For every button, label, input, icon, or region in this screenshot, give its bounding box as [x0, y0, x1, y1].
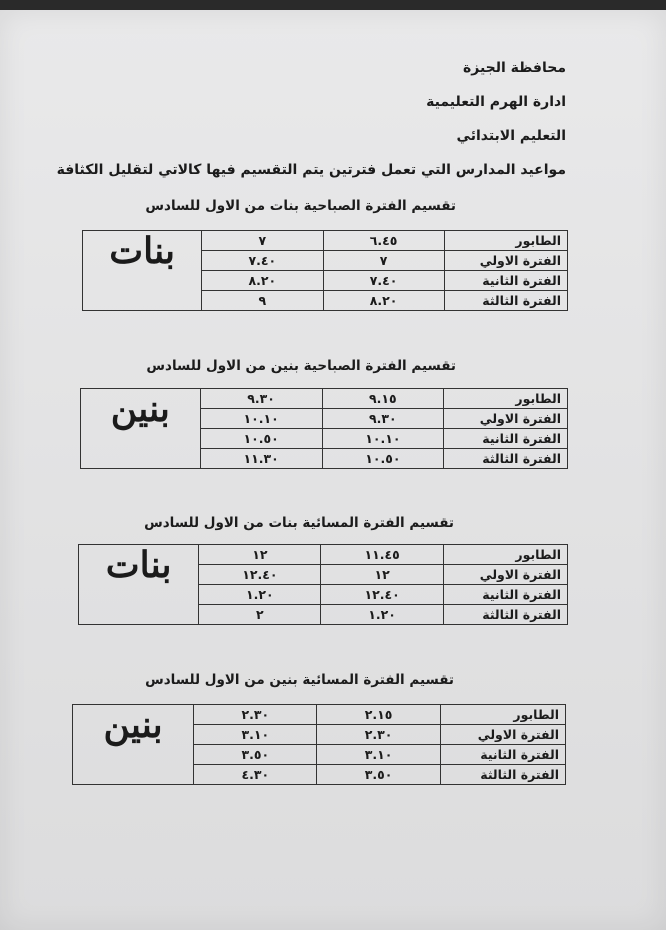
start-time-cell: ٨.٢٠	[323, 291, 444, 311]
period-cell: الفترة الاولي	[444, 409, 568, 429]
table-row	[73, 705, 566, 725]
start-time-cell: ٧.٤٠	[323, 271, 444, 291]
start-time-cell: ٦.٤٥	[323, 231, 444, 251]
end-time-cell: ٢	[199, 605, 321, 625]
document-page	[0, 10, 666, 930]
start-time-cell: ٢.٣٠	[317, 725, 440, 745]
period-cell: الفترة الثالثة	[444, 449, 568, 469]
start-time-cell: ٣.١٠	[317, 745, 440, 765]
end-time-cell: ٧	[202, 231, 323, 251]
period-cell: الفترة الثانية	[444, 271, 567, 291]
period-cell: الطابور	[440, 705, 565, 725]
start-time-cell: ١٢	[321, 565, 443, 585]
end-time-cell: ٧.٤٠	[202, 251, 323, 271]
end-time-cell: ١٠.٥٠	[200, 429, 322, 449]
governorate-heading: محافظة الجيزة	[462, 60, 566, 76]
period-cell: الفترة الثانية	[443, 585, 567, 605]
group-label: بنات	[83, 231, 202, 311]
start-time-cell: ٩.١٥	[322, 389, 444, 409]
group-label: بنات	[79, 545, 199, 625]
start-time-cell: ٩.٣٠	[322, 409, 444, 429]
group-label: بنين	[73, 705, 194, 785]
end-time-cell: ٢.٣٠	[194, 705, 317, 725]
schedule-table	[78, 544, 568, 625]
start-time-cell: ١٠.١٠	[322, 429, 444, 449]
table-row	[79, 545, 568, 565]
period-cell: الفترة الثالثة	[440, 765, 565, 785]
section-title: تقسيم الفترة المسائية بنين من الاول للسادس	[145, 672, 454, 688]
section-title: تقسيم الفترة الصباحية بنات من الاول للسادس	[145, 198, 456, 214]
start-time-cell: ٧	[323, 251, 444, 271]
administration-heading: ادارة الهرم التعليمية	[426, 94, 566, 110]
period-cell: الطابور	[443, 545, 567, 565]
end-time-cell: ٩.٣٠	[200, 389, 322, 409]
start-time-cell: ٢.١٥	[317, 705, 440, 725]
period-cell: الطابور	[444, 231, 567, 251]
end-time-cell: ١.٢٠	[199, 585, 321, 605]
end-time-cell: ٤.٣٠	[194, 765, 317, 785]
period-cell: الفترة الثانية	[444, 429, 568, 449]
table-row	[83, 231, 568, 251]
end-time-cell: ٣.١٠	[194, 725, 317, 745]
schedule-table	[80, 388, 568, 469]
end-time-cell: ١٠.١٠	[200, 409, 322, 429]
end-time-cell: ١١.٣٠	[200, 449, 322, 469]
section-title: تقسيم الفترة الصباحية بنين من الاول للسادس	[146, 358, 456, 374]
end-time-cell: ٣.٥٠	[194, 745, 317, 765]
intro-text: مواعيد المدارس التي تعمل فترتين يتم التقسيم فيها كالاتي لتقليل الكثافة	[56, 162, 566, 178]
start-time-cell: ١.٢٠	[321, 605, 443, 625]
start-time-cell: ١٢.٤٠	[321, 585, 443, 605]
period-cell: الطابور	[444, 389, 568, 409]
start-time-cell: ١١.٤٥	[321, 545, 443, 565]
period-cell: الفترة الاولي	[444, 251, 567, 271]
end-time-cell: ١٢.٤٠	[199, 565, 321, 585]
table-row	[81, 389, 568, 409]
start-time-cell: ١٠.٥٠	[322, 449, 444, 469]
end-time-cell: ١٢	[199, 545, 321, 565]
schedule-table	[72, 704, 566, 785]
period-cell: الفترة الثانية	[440, 745, 565, 765]
end-time-cell: ٩	[202, 291, 323, 311]
period-cell: الفترة الثالثة	[443, 605, 567, 625]
group-label: بنين	[81, 389, 201, 469]
stage-heading: التعليم الابتدائي	[456, 128, 566, 144]
start-time-cell: ٣.٥٠	[317, 765, 440, 785]
end-time-cell: ٨.٢٠	[202, 271, 323, 291]
period-cell: الفترة الثالثة	[444, 291, 567, 311]
schedule-table	[82, 230, 568, 311]
section-title: تقسيم الفترة المسائية بنات من الاول للسادس	[144, 515, 454, 531]
period-cell: الفترة الاولي	[440, 725, 565, 745]
period-cell: الفترة الاولي	[443, 565, 567, 585]
